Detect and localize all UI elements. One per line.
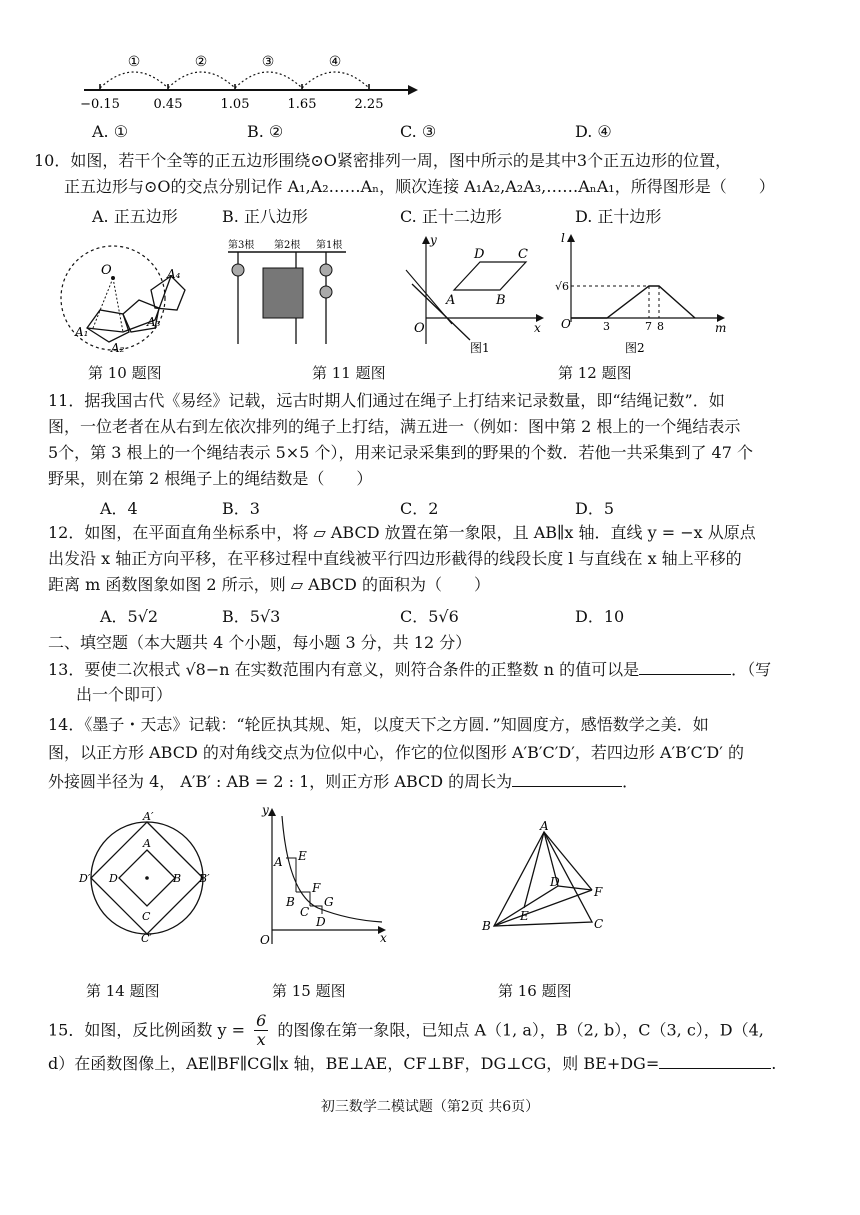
q14-text-b: ． [622, 772, 639, 791]
q11-option-c: C．2 [400, 499, 439, 518]
root-2-label: 第2根 [274, 240, 301, 251]
label-o: O [101, 263, 112, 278]
label-a14: A [143, 837, 151, 850]
label-aa: A′ [143, 810, 154, 823]
figure-12-graph [555, 231, 730, 355]
figure-11-knot-ropes [228, 236, 353, 348]
label-cc: C′ [141, 932, 152, 945]
q11-line3: 5个，第 3 根上的一个绳结表示 5×5 个），用来记录采集到的野果的个数．若他一共采集到了 47 个 [48, 443, 754, 462]
q11-line1: 11．据我国古代《易经》记载，远古时期人们通过在绳子上打结来记录数量，即“结绳记数”．如 [48, 391, 725, 410]
label-a4: A₄ [167, 267, 181, 281]
q9-option-b: B. ② [247, 122, 284, 141]
q15-fraction [254, 1012, 268, 1049]
caption-fig12: 第 12 题图 [558, 364, 632, 382]
label-zero: O [561, 317, 571, 331]
caption-fig10: 第 10 题图 [88, 364, 162, 382]
q15-text-a: 15．如图，反比例函数 y = [48, 1020, 245, 1040]
q14-text-a: 外接圆半径为 4， A′B′ : AB = 2 : 1，则正方形 ABCD 的周长为 [48, 772, 513, 791]
label-o15: O [260, 933, 270, 947]
caption-fig11: 第 11 题图 [312, 364, 386, 382]
q11-line2: 图，一位老者在从右到左依次排列的绳子上打结，满五进一（例如：图中第 2 根上的一个绳结表示 [48, 417, 741, 436]
q9-option-a: A. ① [92, 122, 129, 141]
q12-option-a: A．5√2 [100, 607, 159, 626]
label-c15: C [300, 905, 310, 919]
q15-text-b: 的图像在第一象限，已知点 A（1, a），B（2, b），C（3, c），D（4, [277, 1020, 764, 1040]
q10-line1: 10．如图，若干个全等的正五边形围绕⊙O紧密排列一周，图中所示的是其中3个正五边形的位置， [34, 151, 732, 170]
q11-option-a: A．4 [100, 499, 138, 518]
label-d14: D [109, 872, 118, 885]
root-3-label: 第3根 [228, 240, 255, 251]
label-y15: y [262, 803, 269, 817]
figure-12-parallelogram [408, 232, 548, 355]
q10-line2: 正五边形与⊙O的交点分别记作 A₁,A₂……Aₙ，顺次连接 A₁A₂,A₂A₃,……AₙA₁，所得图形是（ ） [64, 177, 775, 196]
label-x: x [534, 321, 541, 335]
q13-line1 [48, 658, 828, 681]
label-bb: B′ [199, 872, 210, 885]
q12-line3: 距离 m 函数图象如图 2 所示，则 ▱ ABCD 的面积为（ ） [48, 575, 490, 594]
q9-option-c: C. ③ [400, 122, 437, 141]
figure-14-squares-circle [79, 810, 215, 945]
tick-label: −0.15 [80, 97, 120, 112]
label-l: l [561, 231, 565, 245]
label-g15: G [324, 895, 334, 909]
root-1-label: 第1根 [316, 240, 343, 251]
label-x15: x [380, 931, 387, 945]
figure-16-triangles [480, 819, 620, 938]
q10-option-d: D. 正十边形 [575, 207, 662, 226]
q13-text-b: ．（写 [731, 660, 772, 679]
label-c14: C [142, 910, 151, 923]
label-d: D [474, 247, 485, 262]
tick-label: 1.65 [287, 97, 317, 112]
q11-option-d: D．5 [575, 499, 615, 518]
label-a15: A [274, 855, 283, 869]
q14-line1: 14．《墨子・天志》记载：“轮匠执其规、矩，以度天下之方圆．”知圆度方，感悟数学之美．如 [48, 715, 709, 734]
figure-10-pentagons [55, 228, 215, 353]
label-a3: A₃ [147, 315, 161, 329]
q12-line1: 12．如图，在平面直角坐标系中，将 ▱ ABCD 放置在第一象限，且 AB∥x 轴．直线 y = −x 从原点 [48, 523, 756, 542]
fig1-caption: 图1 [470, 341, 490, 355]
label-a16: A [540, 819, 549, 833]
label-e15: E [298, 849, 307, 863]
label-sqrt6: √6 [555, 280, 570, 293]
q12-option-c: C．5√6 [400, 607, 459, 626]
q9-number-line-figure [80, 48, 425, 110]
label-f15: F [312, 881, 321, 895]
section-2-heading: 二、填空题（本大题共 4 个小题，每小题 3 分，共 12 分） [48, 633, 472, 652]
q15-text-d: . [771, 1054, 777, 1073]
tick-label: 2.25 [354, 97, 384, 112]
tick-label: 1.05 [220, 97, 250, 112]
q12-option-d: D．10 [575, 607, 625, 626]
label-d15: D [316, 915, 326, 929]
circle-1: ① [127, 54, 141, 70]
circle-4: ④ [328, 54, 342, 70]
label-dd: D′ [79, 872, 91, 885]
q12-option-b: B．5√3 [222, 607, 281, 626]
label-b15: B [286, 895, 295, 909]
q13-line2: 出一个即可） [76, 685, 173, 704]
q12-line2: 出发沿 x 轴正方向平移，在平移过程中直线被平行四边形截得的线段长度 l 与直线在 x 轴上平移的 [48, 549, 742, 568]
label-a1: A₁ [75, 325, 89, 339]
q13-text-a: 13．要使二次根式 √8−n 在实数范围内有意义，则符合条件的正整数 n 的值可以是 [48, 660, 640, 679]
q11-option-b: B．3 [222, 499, 260, 518]
label-a2: A₂ [111, 341, 125, 355]
label-b14: B [173, 872, 182, 885]
q15-text-c: d）在函数图像上，AE∥BF∥CG∥x 轴，BE⊥AE，CF⊥BF，DG⊥CG，则 BE+DG= [48, 1054, 660, 1073]
q14-line2: 图，以正方形 ABCD 的对角线交点为位似中心，作它的位似图形 A′B′C′D′，若四边形 A′B′C′D′ 的 [48, 743, 744, 762]
q15-answer-blank[interactable] [659, 1052, 771, 1069]
q14-answer-blank[interactable] [512, 770, 622, 787]
q15-line2 [48, 1052, 828, 1075]
q10-option-a: A. 正五边形 [92, 207, 178, 226]
q10-option-b: B. 正八边形 [222, 207, 308, 226]
fraction-numerator: 6 [256, 1011, 267, 1030]
caption-fig16: 第 16 题图 [498, 982, 572, 1000]
caption-fig15: 第 15 题图 [272, 982, 346, 1000]
label-c: C [518, 247, 528, 262]
q10-option-c: C. 正十二边形 [400, 207, 502, 226]
q11-line4: 野果，则在第 2 根绳子上的绳结数是（ ） [48, 469, 373, 488]
label-c16: C [594, 917, 604, 931]
label-a: A [446, 293, 456, 308]
circle-3: ③ [261, 54, 275, 70]
tick-label: 0.45 [153, 97, 183, 112]
q14-line3 [48, 770, 828, 793]
q13-answer-blank[interactable] [639, 658, 731, 675]
q9-option-d: D. ④ [575, 122, 612, 141]
fig2-caption: 图2 [625, 341, 645, 355]
label-b: B [496, 293, 506, 308]
caption-fig14: 第 14 题图 [86, 982, 160, 1000]
figure-15-inverse-function [258, 804, 393, 949]
label-m: m [715, 321, 727, 335]
label-y: y [430, 233, 437, 247]
page-footer: 初三数学二模试题（第2页 共6页） [320, 1099, 540, 1115]
fraction-denominator: x [256, 1030, 266, 1049]
label-d16: D [550, 875, 560, 889]
tick-7: 7 [645, 320, 652, 333]
circle-2: ② [194, 54, 208, 70]
tick-8: 8 [657, 320, 664, 333]
label-b16: B [482, 919, 491, 933]
tick-3: 3 [603, 320, 610, 333]
label-origin: O [414, 321, 425, 336]
label-e16: E [520, 909, 529, 923]
label-f16: F [594, 885, 603, 899]
